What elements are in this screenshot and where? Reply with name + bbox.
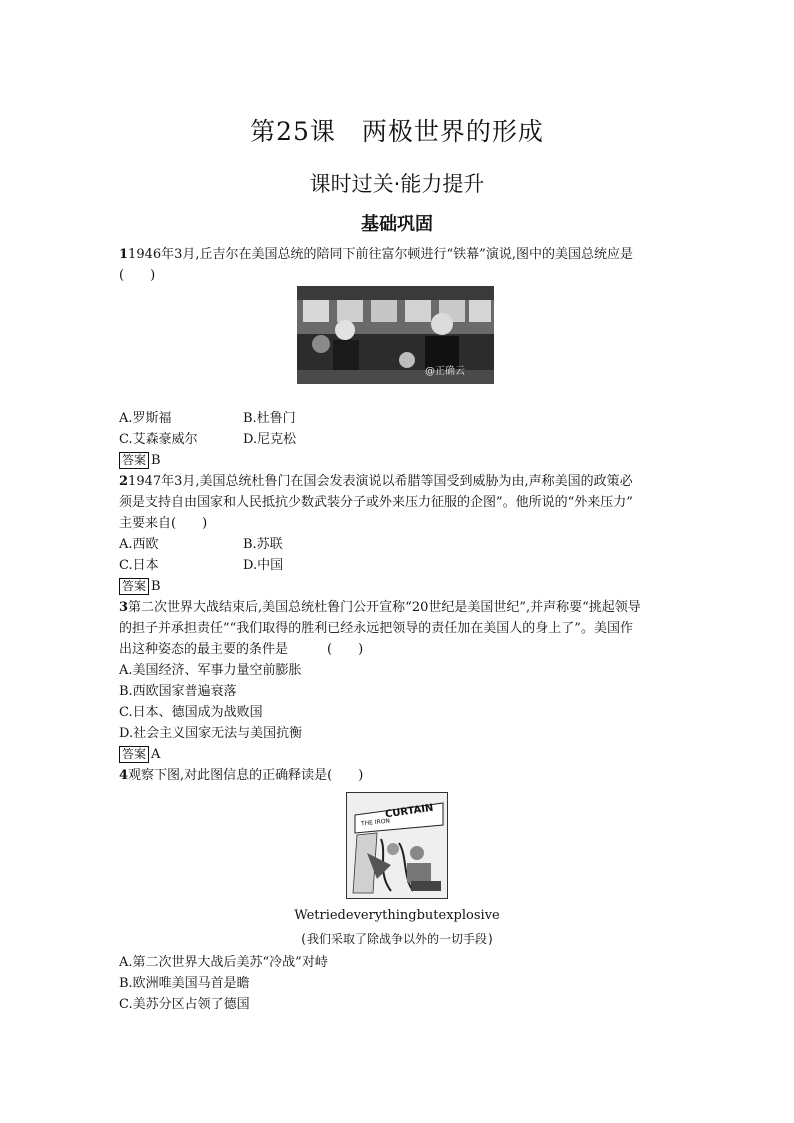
option-d[interactable]: D.中国 (243, 558, 284, 573)
question-stem: 21947年3月,美国总统杜鲁门在国会发表演说以希腊等国受到威胁为由,声称美国的政策必 (119, 474, 633, 489)
question-4-options (119, 952, 679, 1015)
question-stem-cont: 的担子并承担责任”“我们取得的胜利已经永远把领导的责任加在美国人的身上了”。美国作 (119, 621, 633, 636)
cartoon-caption-chinese: (我们采取了除战争以外的一切手段) (299, 932, 495, 946)
option-c[interactable]: C.日本 (119, 558, 159, 573)
answer-value: B (151, 453, 161, 468)
answer-line (119, 450, 679, 471)
question-number: 3 (119, 600, 129, 615)
option-c[interactable]: C.日本、德国成为战败国 (119, 705, 263, 720)
question-stem: 3第二次世界大战结束后,美国总统杜鲁门公开宣称“20世纪是美国世纪”,并声称要“挑起领导 (119, 600, 641, 615)
option-d[interactable]: D.社会主义国家无法与美国抗衡 (119, 726, 303, 741)
question-stem: 11946年3月,丘吉尔在美国总统的陪同下前往富尔顿进行“铁幕”演说,图中的美国总统应是 (119, 247, 633, 262)
option-a[interactable]: A.罗斯福 (119, 411, 172, 426)
iron-curtain-cartoon (346, 792, 448, 899)
answer-tag: 答案 (119, 452, 149, 469)
option-d[interactable]: D.尼克松 (243, 432, 297, 447)
question-stem-cont: 主要来自( ) (119, 516, 208, 531)
answer-line (119, 576, 679, 597)
question-stem-cont: 须是支持自由国家和人民抵抗少数武装分子或外来压力征服的企图”。他所说的“外来压力” (119, 495, 633, 510)
option-b[interactable]: B.苏联 (243, 537, 283, 552)
churchill-truman-photo (297, 286, 494, 384)
option-a[interactable]: A.美国经济、军事力量空前膨胀 (119, 663, 302, 678)
question-2 (119, 471, 679, 597)
question-3 (119, 597, 679, 765)
cartoon-curtain-text: CURTAIN (384, 802, 435, 821)
answer-line (119, 744, 679, 765)
question-stem: 4观察下图,对此图信息的正确释读是( ) (119, 768, 364, 783)
option-c[interactable]: C.美苏分区占领了德国 (119, 997, 250, 1012)
page-subtitle: 课时过关·能力提升 (309, 172, 485, 196)
question-number: 2 (119, 474, 129, 489)
question-stem-cont: ( ) (119, 268, 156, 283)
cartoon-caption-english: Wetriedeverythingbutexplosive (294, 908, 500, 923)
option-a[interactable]: A.西欧 (119, 537, 159, 552)
question-stem-cont: 出这种姿态的最主要的条件是 ( ) (119, 642, 364, 657)
option-b[interactable]: B.欧洲唯美国马首是瞻 (119, 976, 250, 991)
question-number: 1 (119, 247, 129, 262)
question-1-options (119, 408, 679, 471)
option-b[interactable]: B.西欧国家普遍衰落 (119, 684, 237, 699)
question-4 (119, 765, 679, 786)
option-c[interactable]: C.艾森豪威尔 (119, 432, 198, 447)
answer-value: B (151, 579, 161, 594)
cartoon-iron-text: THE IRON (360, 817, 391, 828)
answer-tag: 答案 (119, 578, 149, 595)
question-1 (119, 244, 679, 286)
answer-value: A (151, 747, 161, 762)
answer-tag: 答案 (119, 746, 149, 763)
watermark-text: @正确云 (425, 366, 465, 377)
page-title: 第25课 两极世界的形成 (250, 117, 544, 146)
option-b[interactable]: B.杜鲁门 (243, 411, 296, 426)
option-a[interactable]: A.第二次世界大战后美苏“冷战”对峙 (119, 955, 328, 970)
section-heading: 基础巩固 (361, 214, 433, 235)
question-number: 4 (119, 768, 129, 783)
